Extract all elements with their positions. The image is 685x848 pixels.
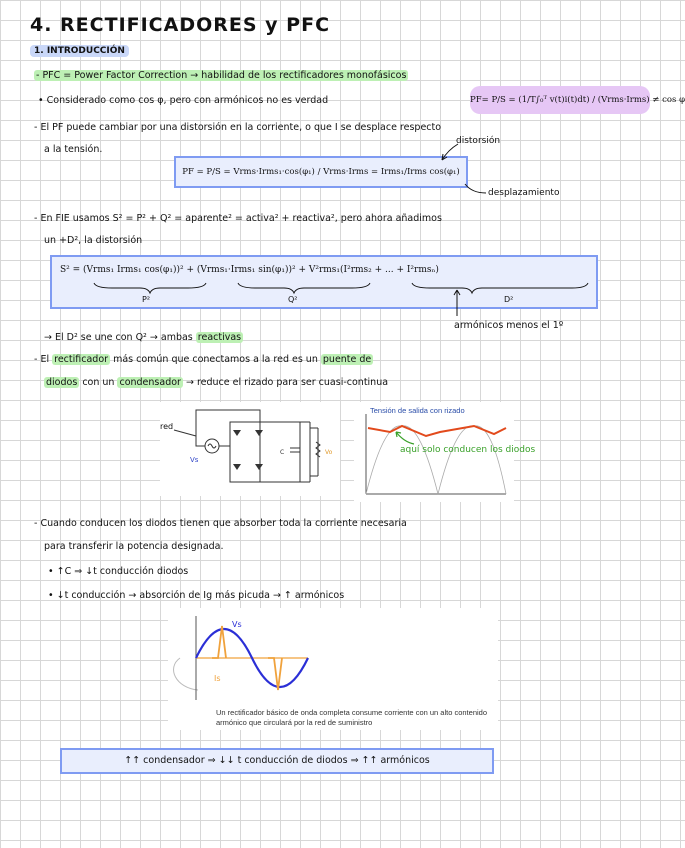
underbraces <box>52 279 596 307</box>
s2-formula: S² = (Vrms₁ Irms₁ cos(φ₁))² + (Vrms₁·Irms₁ sin(φ₁))² + V²rms₁(I²rms₂ + ... + I²rmsₙ) <box>60 265 439 275</box>
label-p2: P² <box>142 295 151 304</box>
circuit-svg <box>160 402 340 496</box>
bullet-capacitor: • ↑C ⇒ ↓t conducción diodos <box>48 566 189 577</box>
waveform-svg <box>168 608 498 708</box>
waveform-caption: Un rectificador básico de onda completa consume corriente con un alto contenido armónico que circulará por la red de suministro <box>216 708 487 727</box>
label-armonicos-menos: armónicos menos el 1º <box>454 320 564 331</box>
rect-b: rectificador <box>54 354 109 365</box>
red-label: red <box>160 422 174 431</box>
label-desplazamiento: desplazamiento <box>488 188 560 198</box>
label-d2: D² <box>504 295 514 304</box>
text-line-potencia: para transferir la potencia designada. <box>44 541 224 552</box>
text-line-distorsion: un +D², la distorsión <box>44 235 143 246</box>
bridge-rectifier-circuit <box>160 402 340 496</box>
pf-definition-box: PF= P/S = (1/T∫₀ᵀ v(t)i(t)dt) / (Vrms·Irms) ≠ cos φ <box>470 86 650 114</box>
annotation-arrows <box>420 138 500 198</box>
vs-label: Vs <box>190 456 199 464</box>
diodos-a: diodos <box>46 377 78 388</box>
bullet-armonicos: • ↓t conducción → absorción de Ig más picuda → ↑ armónicos <box>48 590 345 601</box>
diodos-d: → reduce el rizado para ser cuasi-continua <box>185 377 389 388</box>
label-q2: Q² <box>288 295 298 304</box>
apparent-power-box <box>50 255 598 309</box>
text-line-fie: - En FIE usamos S² = P² + Q² = aparente² = activa² + reactiva², pero ahora añadimos <box>34 213 442 224</box>
rect-d: puente de <box>322 354 372 365</box>
diodos-b: con un <box>82 377 115 388</box>
text-line-tension: a la tensión. <box>44 144 103 155</box>
current-waveform-figure <box>168 608 498 730</box>
vo-label: Vo <box>325 449 333 456</box>
page-title: 4. RECTIFICADORES y PFC <box>30 14 331 36</box>
text-line-reactivas <box>44 332 243 343</box>
reactivas-highlight: reactivas <box>197 332 242 343</box>
wave-is-label: Is <box>214 674 221 683</box>
c-label: C <box>280 449 285 456</box>
section-title: 1. INTRODUCCIÓN <box>30 45 129 57</box>
pf-formula-box: PF = P/S = Vrms·Irms₁·cos(φ₁) / Vrms·Irms = Irms₁/Irms cos(φ₁) <box>174 156 468 188</box>
rect-a: - El <box>34 354 50 365</box>
text-line-diodos <box>44 377 388 388</box>
text-line-conducen: - Cuando conducen los diodos tienen que absorber toda la corriente necesaria <box>34 518 407 529</box>
wave-vs-label: Vs <box>232 620 242 629</box>
text-line-pfc <box>34 70 408 81</box>
plot-note: aquí solo conducen los diodos <box>400 445 536 455</box>
text-line-rectificador <box>34 354 373 365</box>
pfc-definition: - PFC = Power Factor Correction → habilidad de los rectificadores monofásicos <box>36 70 407 81</box>
label-distorsion: distorsión <box>456 136 501 146</box>
conclusion-box: ↑↑ condensador ⇒ ↓↓ t conducción de diodos ⇒ ↑↑ armónicos <box>60 748 494 774</box>
rect-c: más común que conectamos a la red es un <box>113 354 318 365</box>
diodos-c: condensador <box>119 377 181 388</box>
harmonics-arrow <box>452 286 462 320</box>
reactivas-prefix: → El D² se une con Q² → ambas <box>44 332 193 343</box>
text-line-cosphi: • Considerado como cos φ, pero con armónicos no es verdad <box>38 95 329 106</box>
text-line-distortion: - El PF puede cambiar por una distorsión en la corriente, o que I se desplace respecto <box>34 122 442 133</box>
plot-title: Tensión de salida con rizado <box>370 406 465 415</box>
